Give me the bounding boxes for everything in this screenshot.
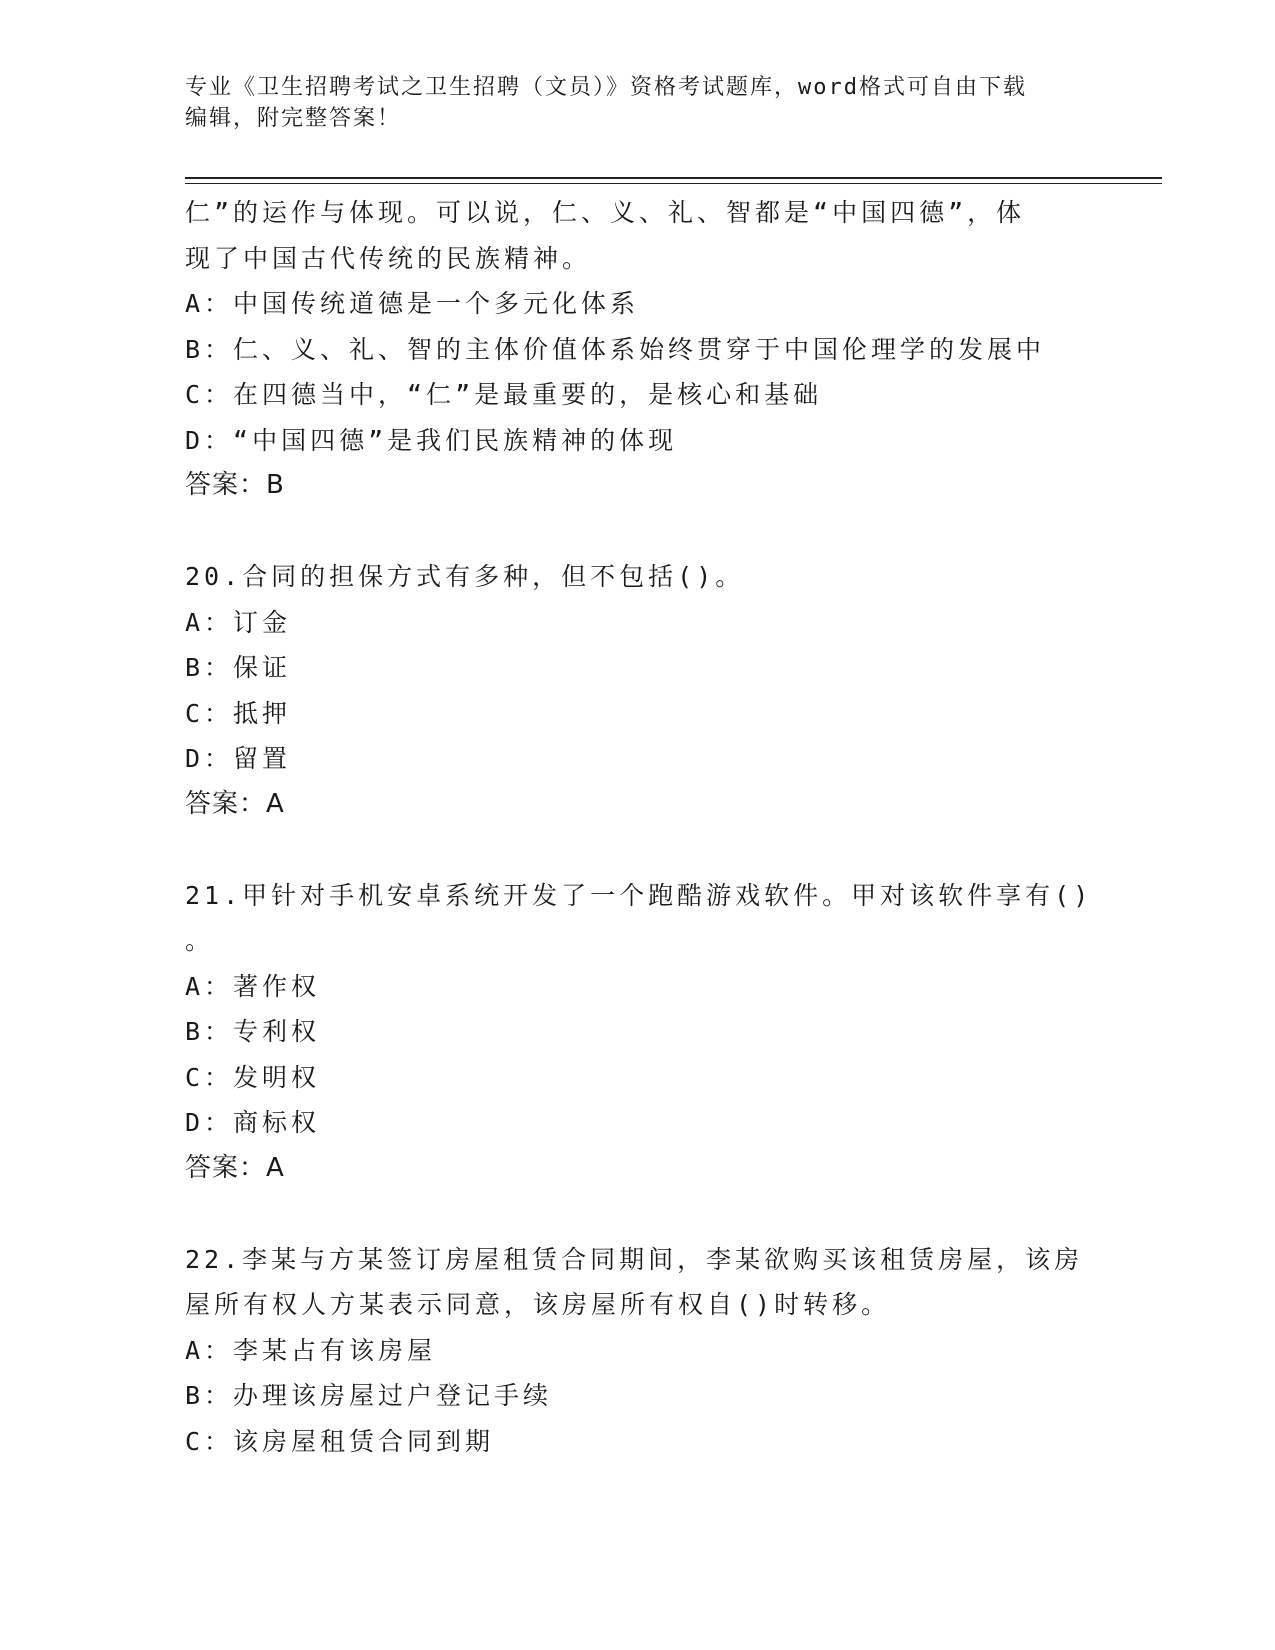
option-c: C：该房屋租赁合同到期 [185,1426,495,1456]
question-stem-line: 21.甲针对手机安卓系统开发了一个跑酷游戏软件。甲对该软件享有() [185,880,1093,910]
document-header [185,72,1085,134]
question-19 [185,190,1085,509]
question-stem-line: 屋所有权人方某表示同意，该房屋所有权自()时转移。 [185,1290,891,1319]
header-rule-thick [185,177,1162,179]
question-gap [185,509,1085,555]
option-a: A：中国传统道德是一个多元化体系 [185,289,640,318]
answer-line: 答案：A [185,1152,285,1183]
header-rule-thin [185,183,1162,184]
question-gap [185,1191,1085,1237]
header-line-2: 编辑，附完整答案！ [185,106,402,131]
answer-line: 答案：B [185,470,285,500]
question-stem-line: 仁”的运作与体现。可以说，仁、义、礼、智都是“中国四德”，体 [185,198,1026,227]
question-stem-line: 现了中国古代传统的民族精神。 [185,243,592,273]
option-a: A：著作权 [185,971,321,1001]
option-c: C：抵押 [185,698,292,728]
option-b: B：保证 [185,653,292,682]
option-c: C：发明权 [185,1062,321,1092]
option-d: D：商标权 [185,1108,321,1137]
answer-line: 答案：A [185,788,285,819]
question-22 [185,1237,1085,1465]
question-20 [185,554,1085,827]
question-stem-line: 20.合同的担保方式有多种，但不包括()。 [185,562,745,591]
option-b: B：仁、义、礼、智的主体价值体系始终贯穿于中国伦理学的发展中 [185,334,1046,364]
option-a: A：李某占有该房屋 [185,1335,437,1365]
option-d: D：“中国四德”是我们民族精神的体现 [185,425,678,455]
question-list [185,190,1093,1464]
option-a: A：订金 [185,607,292,637]
question-gap [185,827,1085,873]
option-b: B：专利权 [185,1017,321,1046]
header-line-1: 专业《卫生招聘考试之卫生招聘（文员）》资格考试题库，word格式可自由下载 [185,75,1027,100]
option-d: D：留置 [185,744,292,773]
question-21 [185,873,1093,1192]
option-b: B：办理该房屋过户登记手续 [185,1381,553,1410]
option-c: C：在四德当中，“仁”是最重要的，是核心和基础 [185,380,823,409]
question-stem-line: 22.李某与方某签订房屋租赁合同期间，李某欲购买该租赁房屋，该房 [185,1244,1084,1274]
question-stem-line: 。 [185,926,215,955]
